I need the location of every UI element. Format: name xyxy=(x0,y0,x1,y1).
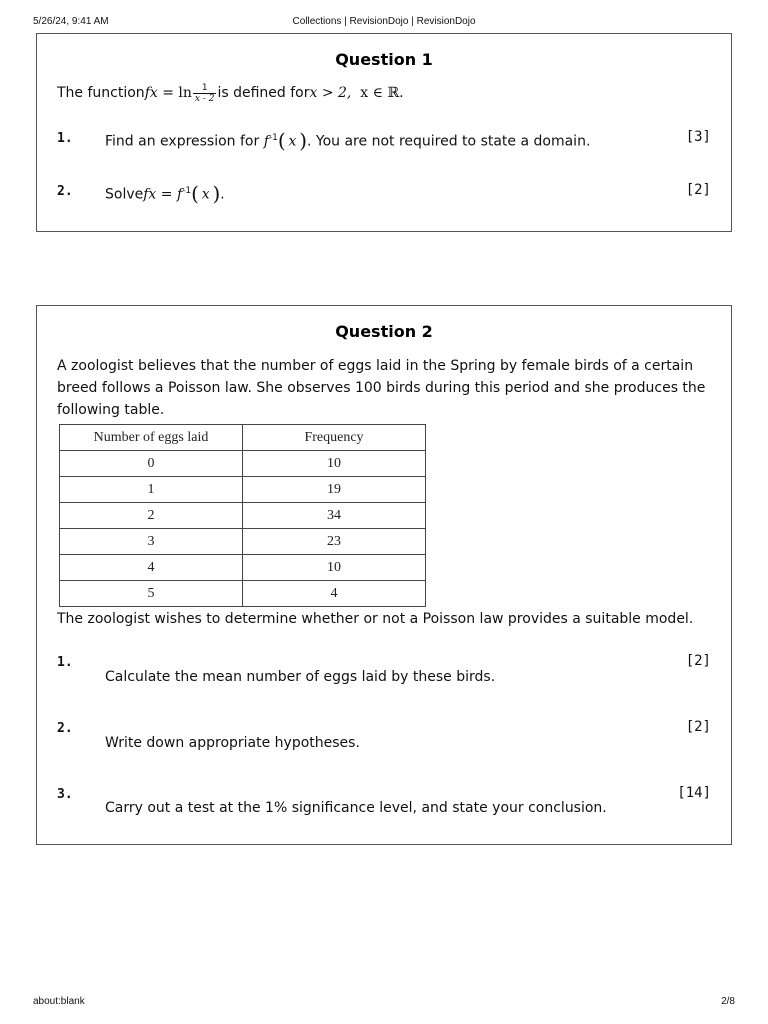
q1-part-2-number: 2. xyxy=(57,184,73,199)
q1-part-2-rparen: ) xyxy=(212,181,221,206)
table-cell: 1 xyxy=(60,477,243,503)
stem-text-1: The function xyxy=(57,85,145,101)
question-2-intro-line-1: A zoologist believes that the number of eggs laid in the Spring by female birds of a certain xyxy=(57,358,694,374)
stem-dot: . xyxy=(399,85,404,101)
print-footer-url: about:blank xyxy=(33,996,85,1007)
question-1-stem xyxy=(57,82,404,104)
q1-part-2-marks: [2] xyxy=(685,182,711,198)
q2-part-2-marks: [2] xyxy=(685,719,711,735)
q1-part-1-marks: [3] xyxy=(685,129,711,145)
table-cell: 2 xyxy=(60,503,243,529)
print-datetime: 5/26/24, 9:41 AM xyxy=(33,16,109,27)
frequency-table xyxy=(59,424,426,607)
table-cell: 19 xyxy=(243,477,426,503)
q1-part-1-pre: Find an expression for xyxy=(105,133,264,150)
stem-set: x ∈ ℝ xyxy=(360,85,400,101)
table-cell: 23 xyxy=(243,529,426,555)
q1-part-1-post: . You are not required to state a domain. xyxy=(307,133,591,150)
table-cell: 0 xyxy=(60,451,243,477)
stem-text-2: is defined for xyxy=(217,85,310,101)
q2-part-2-text: Write down appropriate hypotheses. xyxy=(105,735,360,751)
question-2-intro-line-3: following table. xyxy=(57,402,165,418)
print-page-title: Collections | RevisionDojo | RevisionDojo xyxy=(292,16,476,27)
table-cell: 34 xyxy=(243,503,426,529)
q1-part-1-number: 1. xyxy=(57,131,73,146)
table-cell: 4 xyxy=(60,555,243,581)
stem-eq: = ln xyxy=(157,85,192,101)
table-row xyxy=(60,529,426,555)
q1-part-1-text xyxy=(105,127,590,153)
table-header-cell: Frequency xyxy=(243,425,426,451)
stem-fraction xyxy=(193,83,217,104)
table-row xyxy=(60,555,426,581)
q1-part-2-lparen: ( xyxy=(191,181,199,206)
q1-part-2-sup: -1 xyxy=(182,186,192,196)
question-2-title: Question 2 xyxy=(335,322,433,341)
q2-part-1-marks: [2] xyxy=(685,653,711,669)
table-cell: 3 xyxy=(60,529,243,555)
fraction-numerator: 1 xyxy=(193,83,217,94)
q1-part-1-x: x xyxy=(288,133,297,150)
question-2-after-table: The zoologist wishes to determine whether or not a Poisson law provides a suitable model. xyxy=(57,611,694,627)
table-cell: 4 xyxy=(243,581,426,607)
question-1-card xyxy=(36,33,732,232)
q1-part-2-lhs: fx xyxy=(143,186,157,203)
table-cell: 10 xyxy=(243,555,426,581)
fraction-denominator: x - 2 xyxy=(194,93,215,104)
q2-part-2-number: 2. xyxy=(57,721,73,736)
q1-part-1-rparen: ) xyxy=(299,128,307,153)
q1-part-1-sup: -1 xyxy=(268,133,278,143)
q1-part-2-f: f xyxy=(176,186,183,203)
q1-part-1-f: f xyxy=(263,133,269,150)
q2-part-3-marks: [14] xyxy=(677,785,711,801)
q1-part-1-lparen: ( xyxy=(277,128,286,153)
table-row xyxy=(60,503,426,529)
q1-part-2-pre: Solve xyxy=(105,186,144,203)
table-header-row xyxy=(60,425,426,451)
q2-part-1-text: Calculate the mean number of eggs laid by these birds. xyxy=(105,669,496,685)
q1-part-2-x: x xyxy=(201,186,210,203)
table-row xyxy=(60,451,426,477)
table-cell: 5 xyxy=(60,581,243,607)
question-1-title: Question 1 xyxy=(335,50,433,69)
stem-condition: x > 2, xyxy=(309,85,352,101)
q1-part-2-eq: = xyxy=(156,186,177,203)
q2-part-3-number: 3. xyxy=(57,787,73,802)
table-header-cell: Number of eggs laid xyxy=(60,425,243,451)
q1-part-2-post: . xyxy=(220,186,225,203)
q2-part-3-text: Carry out a test at the 1% significance level, and state your conclusion. xyxy=(105,800,607,816)
stem-fx: fx xyxy=(144,85,158,101)
table-cell: 10 xyxy=(243,451,426,477)
table-row xyxy=(60,477,426,503)
question-2-card xyxy=(36,305,732,845)
print-page-number: 2/8 xyxy=(721,996,735,1007)
question-2-intro-line-2: breed follows a Poisson law. She observes 100 birds during this period and she produces the xyxy=(57,380,706,396)
q2-part-1-number: 1. xyxy=(57,655,73,670)
q1-part-2-text xyxy=(105,180,225,206)
table-row xyxy=(60,581,426,607)
